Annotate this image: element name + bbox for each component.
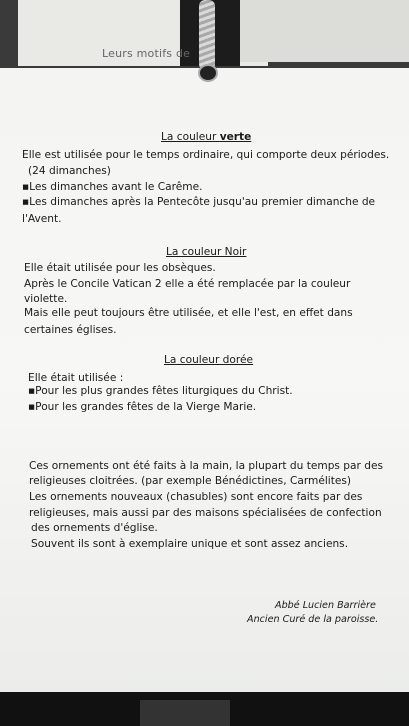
paragraph-line: Elle était utilisée : [28, 372, 124, 384]
hanging-cord [199, 0, 215, 70]
bullet-item: ▪Les dimanches après la Pentecôte jusqu'au premier dimanche de [22, 196, 376, 208]
signature-name: Abbé Lucien Barrière [275, 600, 376, 611]
paragraph-line: Mais elle peut toujours être utilisée, et elle l'est, en effet dans [24, 307, 353, 319]
bullet-item-continued: l'Avent. [22, 213, 62, 225]
bullet-item: ▪Les dimanches avant le Carême. [22, 181, 203, 193]
paragraph-line: violette. [24, 293, 68, 305]
paragraph-line: certaines églises. [24, 324, 117, 336]
bullet-item: ▪Pour les grandes fêtes de la Vierge Marie. [28, 401, 257, 413]
paragraph-line: (24 dimanches) [28, 165, 111, 177]
bullet-item: ▪Pour les plus grandes fêtes liturgiques du Christ. [28, 385, 293, 397]
section-title-noir: La couleur Noir [166, 246, 247, 258]
section-title-verte [161, 130, 251, 144]
title-prefix: La couleur [161, 131, 220, 143]
title-word: verte [219, 131, 252, 143]
section-title-doree: La couleur dorée [164, 354, 254, 366]
dark-object [140, 700, 230, 726]
background-card-text: Leurs motifs de [102, 47, 191, 60]
paragraph-line: Souvent ils sont à exemplaire unique et sont assez anciens. [31, 538, 349, 550]
paragraph-line: Ces ornements ont été faits à la main, la plupart du temps par des [29, 460, 384, 472]
paragraph-line: Les ornements nouveaux (chasubles) sont encore faits par des [29, 491, 363, 503]
paragraph-line: des ornements d'église. [31, 522, 158, 534]
paragraph-line: religieuses cloitrées. (par exemple Bénédictines, Carmélites) [29, 475, 352, 487]
paragraph-line: Elle est utilisée pour le temps ordinaire, qui comporte deux périodes. [22, 149, 390, 161]
paragraph-line: Après le Concile Vatican 2 elle a été remplacée par la couleur [24, 278, 351, 290]
signature-role: Ancien Curé de la paroisse. [247, 614, 379, 625]
background-card-right [238, 0, 409, 62]
paragraph-line: Elle était utilisée pour les obsèques. [24, 262, 216, 274]
eyelet-ring [198, 64, 218, 82]
paragraph-line: religieuses, mais aussi par des maisons spécialisées de confection [29, 507, 382, 519]
